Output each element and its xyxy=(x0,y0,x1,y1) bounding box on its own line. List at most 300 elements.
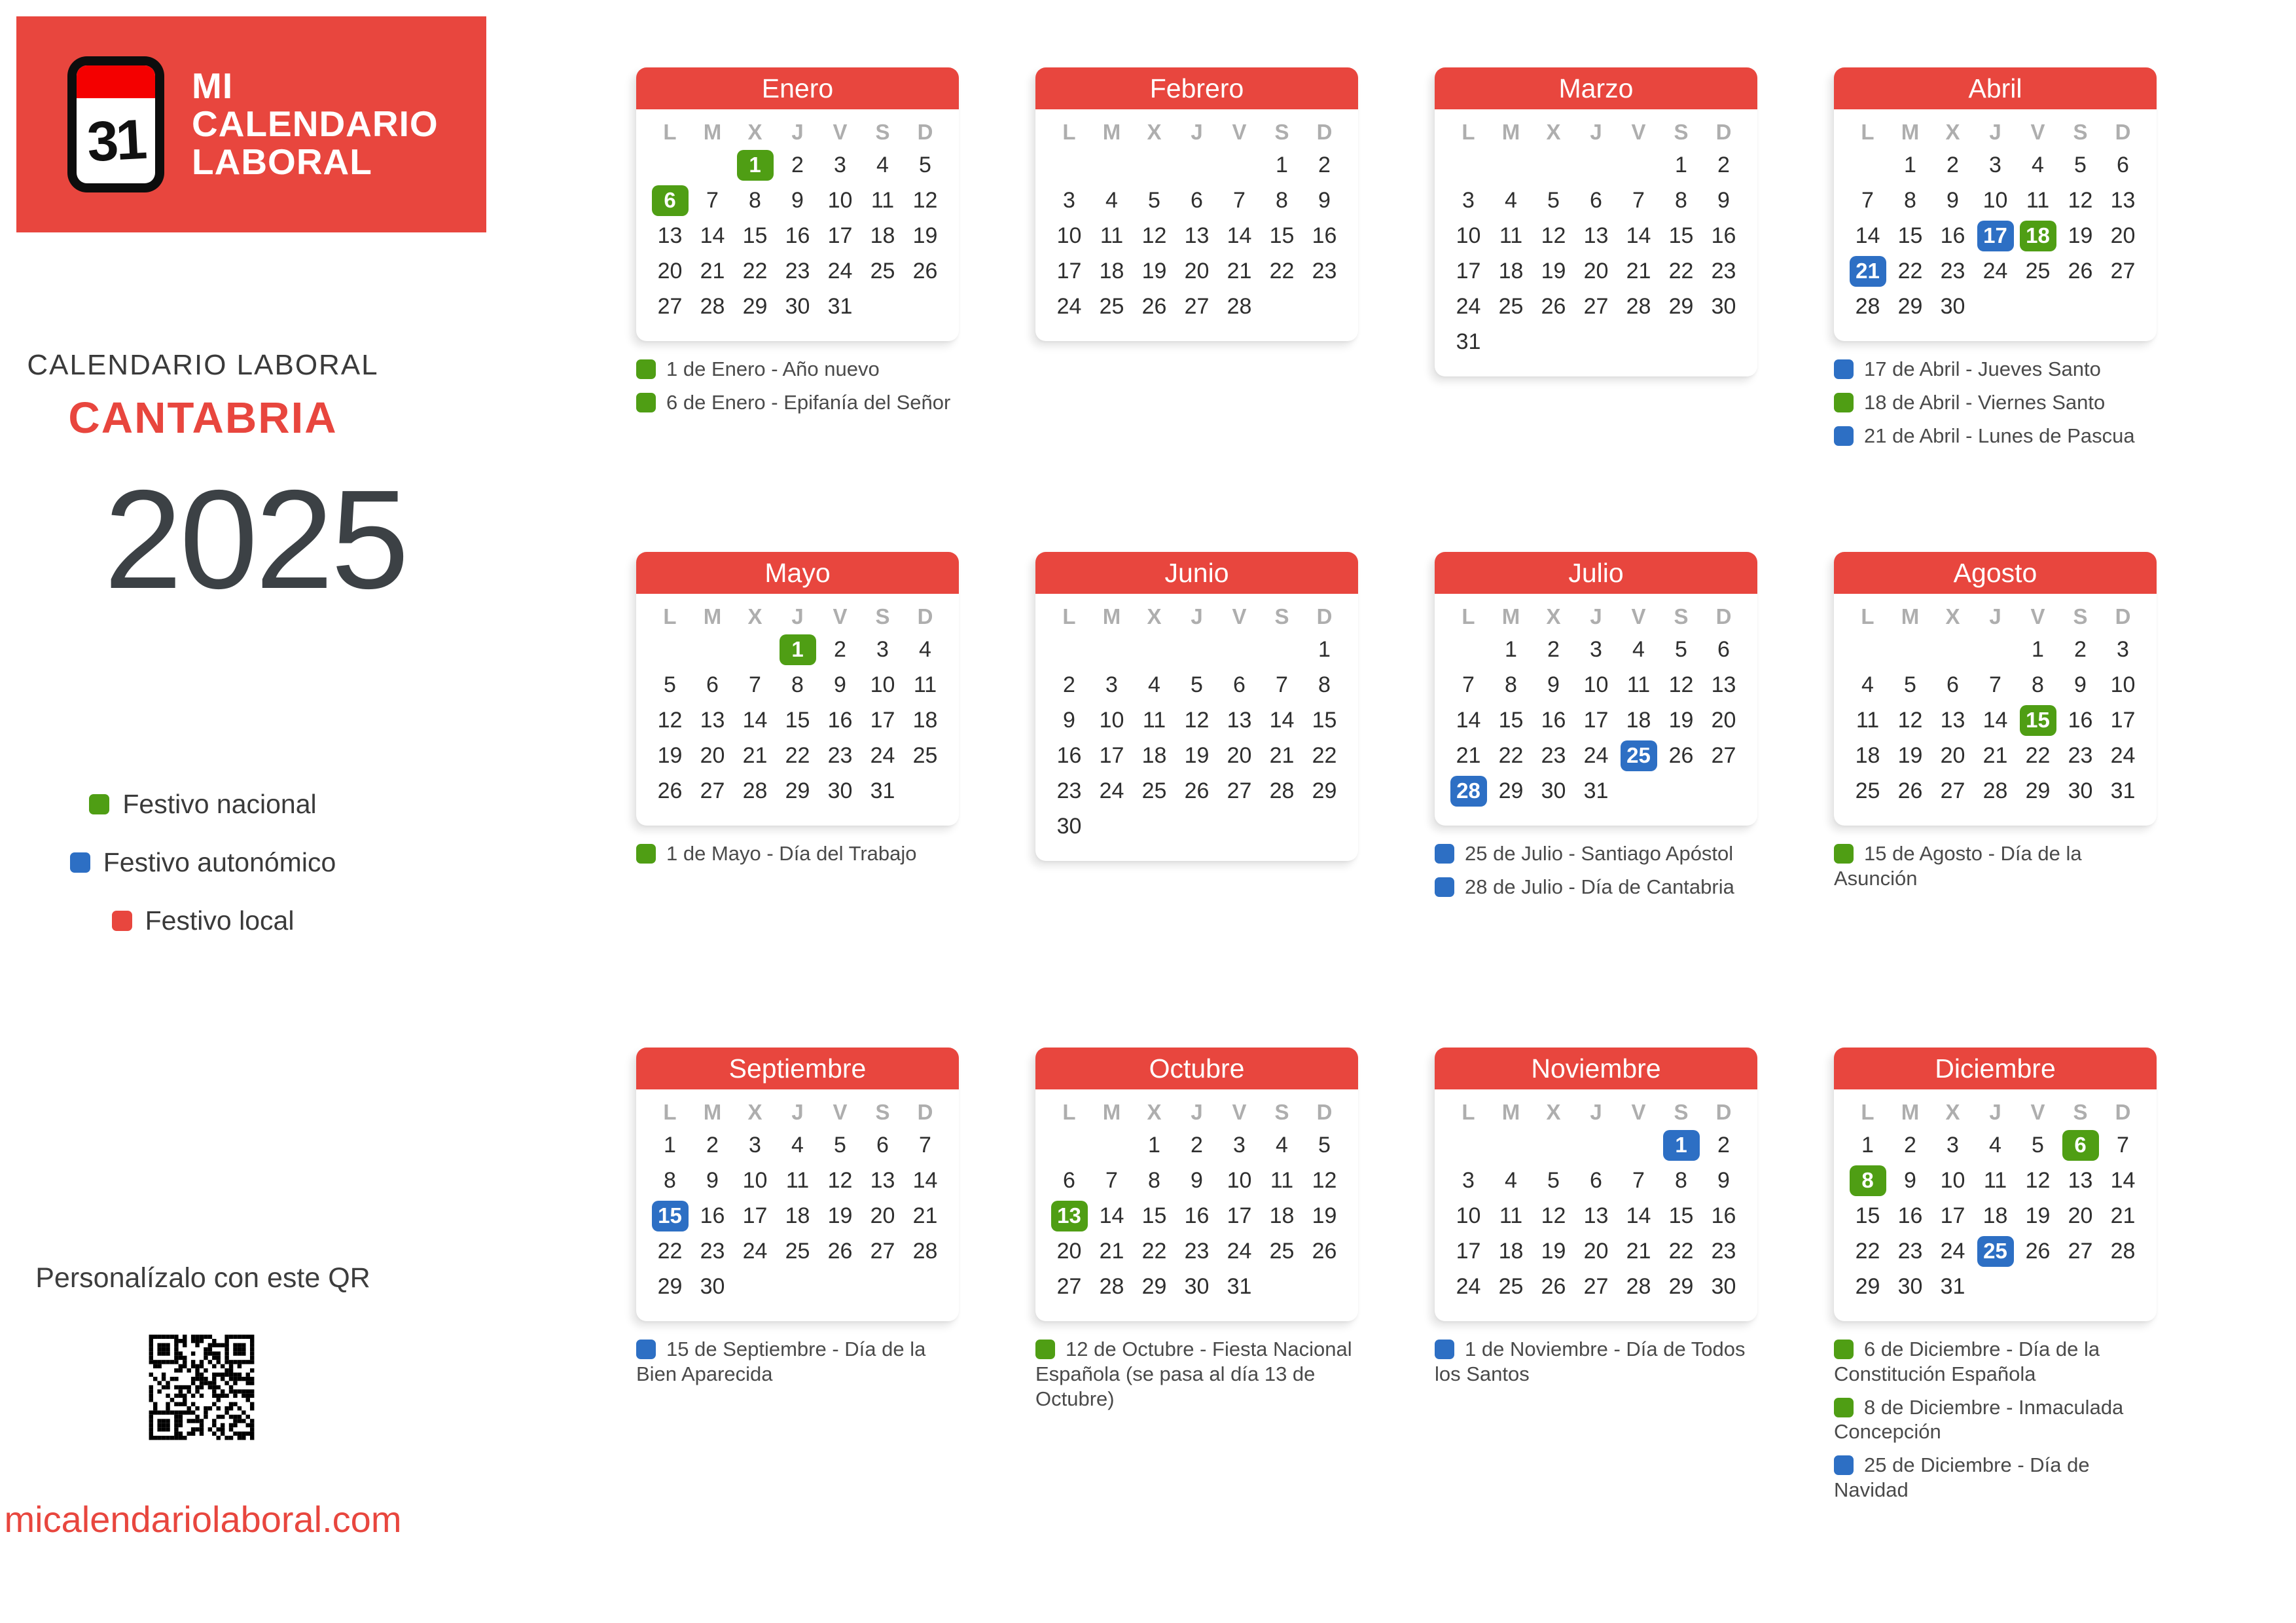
day-cell: 21 xyxy=(1269,742,1295,768)
day-cell: 11 xyxy=(1983,1167,2007,1193)
weekday-label: J xyxy=(1590,1100,1602,1124)
empty-cell xyxy=(1048,632,1090,667)
empty-cell xyxy=(1048,1127,1090,1163)
month-noviembre xyxy=(1435,1048,1757,1395)
day-cell: 10 xyxy=(1940,1167,1965,1193)
empty-cell xyxy=(1532,147,1575,183)
month-body xyxy=(636,594,959,826)
month-holiday-list xyxy=(1834,357,2157,448)
month-card xyxy=(1035,67,1358,341)
day-cell: 6 xyxy=(876,1132,889,1158)
holiday-day-national: 6 xyxy=(652,185,689,216)
holiday-text: 15 de Septiembre - Día de la Bien Aparecida xyxy=(636,1338,926,1385)
weekday-label: V xyxy=(833,604,848,629)
day-cell: 30 xyxy=(1541,778,1566,803)
day-cell: 10 xyxy=(1056,223,1082,248)
month-marzo xyxy=(1435,67,1757,376)
day-cell: 20 xyxy=(2068,1203,2093,1228)
day-cell: 15 xyxy=(1668,1203,1694,1228)
day-cell: 19 xyxy=(1541,1238,1566,1264)
weekday-label: S xyxy=(1274,604,1289,629)
day-cell: 4 xyxy=(1989,1132,2001,1158)
day-cell: 14 xyxy=(1626,223,1651,248)
empty-cell xyxy=(1261,632,1303,667)
day-cell: 31 xyxy=(827,293,853,319)
month-body xyxy=(1435,594,1757,826)
day-cell: 24 xyxy=(1456,1273,1481,1299)
calendar-icon-day: 31 xyxy=(85,107,147,173)
weekday-label: J xyxy=(1989,120,2001,144)
holiday-day-cell xyxy=(2059,1127,2102,1163)
empty-cell xyxy=(1090,632,1133,667)
month-holiday-list xyxy=(636,357,959,415)
month-title: Octubre xyxy=(1035,1048,1358,1089)
day-cell: 28 xyxy=(1269,778,1295,803)
day-cell: 7 xyxy=(2117,1132,2129,1158)
day-cell: 11 xyxy=(1142,707,1166,733)
weekday-label: M xyxy=(703,120,722,144)
month-body xyxy=(1035,109,1358,341)
holiday-entry xyxy=(1834,357,2153,382)
day-cell: 28 xyxy=(1626,1273,1651,1299)
day-cell: 7 xyxy=(1861,187,1874,213)
day-cell: 13 xyxy=(1940,707,1965,733)
holiday-day-cell xyxy=(1617,738,1660,773)
empty-cell xyxy=(1575,1127,1617,1163)
holiday-day-cell xyxy=(1660,1127,1702,1163)
empty-cell xyxy=(1175,147,1218,183)
day-cell: 14 xyxy=(1269,707,1295,733)
day-cell: 13 xyxy=(2068,1167,2093,1193)
day-cell: 24 xyxy=(1940,1238,1965,1264)
day-cell: 8 xyxy=(1904,187,1916,213)
holiday-entry xyxy=(1435,875,1753,900)
day-cell: 13 xyxy=(657,223,683,248)
empty-cell xyxy=(1218,632,1261,667)
holiday-text: 8 de Diciembre - Inmaculada Concepción xyxy=(1834,1395,2124,1444)
day-cell: 20 xyxy=(1184,258,1210,283)
day-cell: 31 xyxy=(870,778,895,803)
day-cell: 3 xyxy=(1590,636,1602,662)
day-cell: 10 xyxy=(1099,707,1124,733)
weekday-label: S xyxy=(875,604,890,629)
day-cell: 7 xyxy=(1105,1167,1118,1193)
weekday-label: X xyxy=(1945,604,1960,629)
holiday-entry xyxy=(1435,841,1753,866)
month-body xyxy=(1834,109,2157,341)
day-cell: 6 xyxy=(2117,152,2129,177)
day-cell: 22 xyxy=(1498,742,1524,768)
day-cell: 5 xyxy=(664,672,676,697)
month-body xyxy=(636,109,959,341)
brand-title-line2: CALENDARIO xyxy=(192,103,439,145)
day-cell: 13 xyxy=(1583,223,1609,248)
day-cell: 16 xyxy=(1897,1203,1923,1228)
day-cell: 28 xyxy=(742,778,768,803)
holiday-text: 6 de Enero - Epifanía del Señor xyxy=(666,390,951,414)
month-title: Diciembre xyxy=(1834,1048,2157,1089)
weekday-label: D xyxy=(1715,120,1732,144)
day-cell: 12 xyxy=(1312,1167,1337,1193)
day-cell: 5 xyxy=(1547,187,1560,213)
weekday-label: X xyxy=(1147,120,1162,144)
holiday-entry xyxy=(1834,1337,2153,1387)
day-cell: 7 xyxy=(1632,1167,1645,1193)
month-card xyxy=(1435,1048,1757,1321)
legend-label: Festivo autonómico xyxy=(103,847,336,877)
holiday-day-cell xyxy=(1846,253,1889,289)
day-cell: 31 xyxy=(1583,778,1609,803)
national-holiday-swatch xyxy=(1035,1340,1055,1359)
holiday-day-cell xyxy=(734,147,776,183)
holiday-type-legend xyxy=(0,789,406,936)
month-holiday-list xyxy=(1834,1337,2157,1503)
weekday-label: V xyxy=(1631,120,1646,144)
month-days xyxy=(1048,632,1346,844)
day-cell: 7 xyxy=(1462,672,1475,697)
day-cell: 4 xyxy=(876,152,889,177)
day-cell: 28 xyxy=(2110,1238,2136,1264)
month-febrero xyxy=(1035,67,1358,341)
day-cell: 11 xyxy=(913,672,937,697)
day-cell: 27 xyxy=(2110,258,2136,283)
day-cell: 25 xyxy=(1498,1273,1524,1299)
day-cell: 25 xyxy=(870,258,895,283)
weekday-label: S xyxy=(875,120,890,144)
day-cell: 20 xyxy=(1583,1238,1609,1264)
day-cell: 14 xyxy=(1855,223,1880,248)
day-cell: 23 xyxy=(1711,258,1736,283)
day-cell: 9 xyxy=(791,187,804,213)
day-cell: 7 xyxy=(706,187,719,213)
weekday-label: D xyxy=(1715,1100,1732,1124)
month-junio xyxy=(1035,552,1358,861)
weekday-label: X xyxy=(1945,120,1960,144)
day-cell: 12 xyxy=(1184,707,1210,733)
weekday-header-row xyxy=(1846,117,2144,147)
day-cell: 18 xyxy=(912,707,938,733)
day-cell: 8 xyxy=(1675,187,1687,213)
day-cell: 5 xyxy=(919,152,931,177)
day-cell: 28 xyxy=(700,293,725,319)
day-cell: 8 xyxy=(749,187,761,213)
holiday-entry xyxy=(1834,390,2153,415)
day-cell: 30 xyxy=(700,1273,725,1299)
weekday-label: X xyxy=(1546,1100,1561,1124)
day-cell: 17 xyxy=(870,707,895,733)
empty-cell xyxy=(1490,1127,1532,1163)
day-cell: 7 xyxy=(1233,187,1246,213)
holiday-text: 25 de Diciembre - Día de Navidad xyxy=(1834,1453,2090,1502)
weekday-label: J xyxy=(1590,604,1602,629)
day-cell: 9 xyxy=(1946,187,1959,213)
day-cell: 1 xyxy=(1318,636,1331,662)
weekday-header-row xyxy=(1447,602,1745,632)
region-title: CANTABRIA xyxy=(68,393,338,443)
calendar-icon-red-strip xyxy=(77,65,155,98)
day-cell: 27 xyxy=(870,1238,895,1264)
holiday-entry xyxy=(636,357,955,382)
day-cell: 22 xyxy=(1141,1238,1167,1264)
holiday-day-national: 1 xyxy=(737,150,774,181)
day-cell: 3 xyxy=(1462,1167,1475,1193)
month-title: Marzo xyxy=(1435,67,1757,109)
day-cell: 30 xyxy=(827,778,853,803)
day-cell: 3 xyxy=(834,152,846,177)
day-cell: 8 xyxy=(1505,672,1517,697)
autonomic-holiday-swatch xyxy=(1834,359,1854,379)
day-cell: 8 xyxy=(2032,672,2044,697)
weekday-label: V xyxy=(2030,120,2045,144)
day-cell: 19 xyxy=(1141,258,1167,283)
empty-cell xyxy=(1090,1127,1133,1163)
day-cell: 2 xyxy=(1717,152,1730,177)
month-days xyxy=(1846,632,2144,809)
day-cell: 1 xyxy=(1861,1132,1874,1158)
day-cell: 26 xyxy=(912,258,938,283)
month-card xyxy=(1834,1048,2157,1321)
month-body xyxy=(1035,1089,1358,1321)
day-cell: 19 xyxy=(827,1203,853,1228)
holiday-text: 15 de Agosto - Día de la Asunción xyxy=(1834,842,2082,890)
day-cell: 12 xyxy=(912,187,938,213)
empty-cell xyxy=(1175,632,1218,667)
month-title: Agosto xyxy=(1834,552,2157,594)
day-cell: 21 xyxy=(1626,1238,1651,1264)
day-cell: 6 xyxy=(1590,1167,1602,1193)
autonomic-holiday-swatch xyxy=(636,1340,656,1359)
day-cell: 30 xyxy=(1056,813,1082,839)
holiday-day-national: 1 xyxy=(780,634,816,665)
weekday-label: S xyxy=(2073,604,2088,629)
day-cell: 20 xyxy=(870,1203,895,1228)
day-cell: 4 xyxy=(1105,187,1118,213)
day-cell: 21 xyxy=(742,742,768,768)
day-cell: 4 xyxy=(919,636,931,662)
holiday-entry xyxy=(1035,1337,1354,1411)
month-body xyxy=(1435,1089,1757,1321)
empty-cell xyxy=(1133,147,1175,183)
holiday-day-national: 18 xyxy=(2020,221,2056,251)
day-cell: 27 xyxy=(700,778,725,803)
day-cell: 18 xyxy=(1498,258,1524,283)
day-cell: 1 xyxy=(1904,152,1916,177)
day-cell: 19 xyxy=(1897,742,1923,768)
day-cell: 31 xyxy=(2110,778,2136,803)
month-body xyxy=(1834,1089,2157,1321)
day-cell: 15 xyxy=(1141,1203,1167,1228)
day-cell: 27 xyxy=(1056,1273,1082,1299)
day-cell: 22 xyxy=(1668,258,1694,283)
day-cell: 6 xyxy=(706,672,719,697)
day-cell: 12 xyxy=(1541,1203,1566,1228)
holiday-entry xyxy=(636,841,955,866)
day-cell: 19 xyxy=(1312,1203,1337,1228)
day-cell: 16 xyxy=(1056,742,1082,768)
day-cell: 24 xyxy=(1456,293,1481,319)
day-cell: 17 xyxy=(1227,1203,1252,1228)
day-cell: 9 xyxy=(834,672,846,697)
day-cell: 14 xyxy=(1982,707,2008,733)
empty-cell xyxy=(649,632,691,667)
empty-cell xyxy=(1974,632,2017,667)
day-cell: 9 xyxy=(1904,1167,1916,1193)
month-body xyxy=(636,1089,959,1321)
month-title: Julio xyxy=(1435,552,1757,594)
day-cell: 14 xyxy=(1456,707,1481,733)
day-cell: 27 xyxy=(1583,293,1609,319)
day-cell: 19 xyxy=(2068,223,2093,248)
day-cell: 22 xyxy=(1855,1238,1880,1264)
holiday-text: 1 de Noviembre - Día de Todos los Santos xyxy=(1435,1338,1746,1385)
day-cell: 9 xyxy=(706,1167,719,1193)
weekday-label: M xyxy=(1901,1100,1920,1124)
holiday-entry xyxy=(1834,1453,2153,1503)
holiday-text: 17 de Abril - Jueves Santo xyxy=(1864,357,2101,380)
weekday-label: X xyxy=(747,604,762,629)
day-cell: 26 xyxy=(1312,1238,1337,1264)
day-cell: 31 xyxy=(1456,329,1481,354)
day-cell: 10 xyxy=(1227,1167,1252,1193)
weekday-label: D xyxy=(2115,604,2131,629)
empty-cell xyxy=(1447,632,1490,667)
month-title: Septiembre xyxy=(636,1048,959,1089)
brand-title-line3: LABORAL xyxy=(192,141,372,182)
day-cell: 17 xyxy=(1056,258,1082,283)
day-cell: 13 xyxy=(700,707,725,733)
empty-cell xyxy=(1617,1127,1660,1163)
day-cell: 30 xyxy=(1711,293,1736,319)
day-cell: 15 xyxy=(1312,707,1337,733)
weekday-label: S xyxy=(1674,1100,1689,1124)
day-cell: 23 xyxy=(785,258,810,283)
day-cell: 17 xyxy=(1456,1238,1481,1264)
day-cell: 22 xyxy=(1312,742,1337,768)
holiday-day-national: 15 xyxy=(2020,705,2056,736)
day-cell: 19 xyxy=(2025,1203,2051,1228)
day-cell: 26 xyxy=(1668,742,1694,768)
weekday-label: X xyxy=(1945,1100,1960,1124)
day-cell: 27 xyxy=(1227,778,1252,803)
holiday-day-national: 6 xyxy=(2062,1130,2099,1161)
day-cell: 26 xyxy=(1184,778,1210,803)
month-days xyxy=(649,1127,946,1304)
day-cell: 20 xyxy=(1583,258,1609,283)
day-cell: 3 xyxy=(1233,1132,1246,1158)
day-cell: 16 xyxy=(1184,1203,1210,1228)
day-cell: 20 xyxy=(1940,742,1965,768)
holiday-day-cell xyxy=(2017,702,2059,738)
weekday-label: X xyxy=(747,1100,762,1124)
day-cell: 13 xyxy=(1184,223,1210,248)
empty-cell xyxy=(691,147,734,183)
day-cell: 12 xyxy=(1668,672,1694,697)
day-cell: 1 xyxy=(1276,152,1288,177)
holiday-day-autonomic: 21 xyxy=(1850,256,1886,287)
month-body xyxy=(1834,594,2157,826)
holiday-day-cell xyxy=(649,183,691,218)
day-cell: 16 xyxy=(1541,707,1566,733)
day-cell: 6 xyxy=(1590,187,1602,213)
day-cell: 15 xyxy=(785,707,810,733)
day-cell: 31 xyxy=(1940,1273,1965,1299)
weekday-label: X xyxy=(1546,120,1561,144)
holiday-text: 28 de Julio - Día de Cantabria xyxy=(1465,875,1734,898)
day-cell: 4 xyxy=(1632,636,1645,662)
weekday-label: D xyxy=(917,604,933,629)
day-cell: 13 xyxy=(870,1167,895,1193)
weekday-label: L xyxy=(1462,120,1475,144)
day-cell: 10 xyxy=(2110,672,2136,697)
weekday-label: L xyxy=(663,604,677,629)
weekday-label: L xyxy=(1462,604,1475,629)
day-cell: 2 xyxy=(1318,152,1331,177)
weekday-label: V xyxy=(1631,1100,1646,1124)
day-cell: 12 xyxy=(1897,707,1923,733)
day-cell: 1 xyxy=(1505,636,1517,662)
day-cell: 4 xyxy=(1505,1167,1517,1193)
month-card xyxy=(636,552,959,826)
day-cell: 9 xyxy=(1547,672,1560,697)
day-cell: 8 xyxy=(791,672,804,697)
holiday-text: 21 de Abril - Lunes de Pascua xyxy=(1864,424,2135,447)
day-cell: 24 xyxy=(1056,293,1082,319)
day-cell: 29 xyxy=(785,778,810,803)
weekday-label: L xyxy=(1462,1100,1475,1124)
day-cell: 11 xyxy=(785,1167,810,1193)
month-days xyxy=(1447,147,1745,359)
day-cell: 21 xyxy=(1456,742,1481,768)
month-diciembre xyxy=(1834,1048,2157,1511)
weekday-label: M xyxy=(1501,120,1520,144)
day-cell: 29 xyxy=(1141,1273,1167,1299)
day-cell: 26 xyxy=(827,1238,853,1264)
month-title: Abril xyxy=(1834,67,2157,109)
day-cell: 9 xyxy=(1063,707,1075,733)
day-cell: 16 xyxy=(785,223,810,248)
day-cell: 14 xyxy=(1099,1203,1124,1228)
day-cell: 2 xyxy=(1946,152,1959,177)
day-cell: 24 xyxy=(1583,742,1609,768)
day-cell: 8 xyxy=(664,1167,676,1193)
weekday-label: V xyxy=(1631,604,1646,629)
day-cell: 12 xyxy=(657,707,683,733)
day-cell: 23 xyxy=(700,1238,725,1264)
day-cell: 12 xyxy=(1541,223,1566,248)
weekday-label: V xyxy=(833,120,848,144)
day-cell: 18 xyxy=(1855,742,1880,768)
day-cell: 29 xyxy=(1668,293,1694,319)
weekday-label: D xyxy=(2115,120,2131,144)
empty-cell xyxy=(1048,147,1090,183)
day-cell: 15 xyxy=(742,223,768,248)
day-cell: 28 xyxy=(1099,1273,1124,1299)
month-holiday-list xyxy=(636,1337,959,1387)
day-cell: 4 xyxy=(1861,672,1874,697)
day-cell: 23 xyxy=(1940,258,1965,283)
month-mayo xyxy=(636,552,959,875)
weekday-label: J xyxy=(1989,1100,2001,1124)
day-cell: 2 xyxy=(1547,636,1560,662)
weekday-label: J xyxy=(1989,604,2001,629)
day-cell: 5 xyxy=(1318,1132,1331,1158)
day-cell: 10 xyxy=(742,1167,768,1193)
day-cell: 1 xyxy=(2032,636,2044,662)
website-link[interactable]: micalendariolaboral.com xyxy=(4,1499,402,1540)
weekday-header-row xyxy=(649,117,946,147)
day-cell: 24 xyxy=(870,742,895,768)
day-cell: 28 xyxy=(1626,293,1651,319)
